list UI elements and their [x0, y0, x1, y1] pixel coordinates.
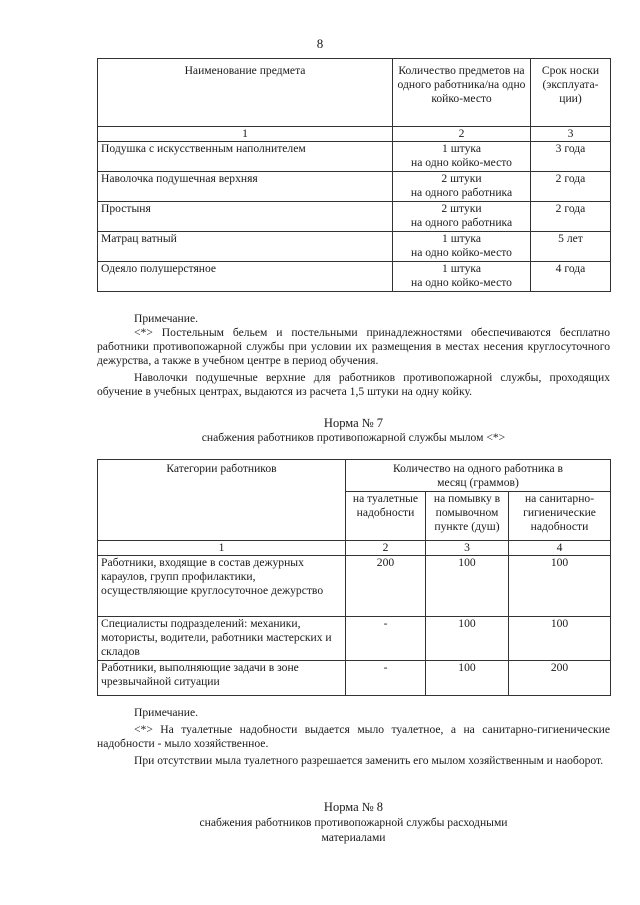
toilet-amount: 200 — [346, 556, 426, 617]
note2-paragraph2: При отсутствии мыла туалетного разрешается заменить его мылом хозяйственным и наоборот. — [134, 754, 604, 767]
quantity-value: 2 штуки — [441, 172, 482, 185]
norm7-title: Норма № 7 — [323, 416, 384, 430]
quantity-note: на одного работника — [410, 216, 513, 229]
item-quantity — [393, 232, 531, 262]
note1-paragraph2: Наволочки подушечные верхние для работников противопожарной службы, проходящих обучение в учебных центрах, выдаются из расчета 1,5 штуки на одну койку. — [97, 371, 610, 398]
quantity-value: 1 штука — [442, 142, 481, 155]
item-name: Матрац ватный — [98, 232, 393, 262]
table-row — [98, 172, 611, 202]
subheader-toilet: на туалетные надобности — [346, 492, 426, 541]
toilet-amount: - — [346, 617, 426, 661]
item-term: 4 года — [531, 262, 611, 292]
item-term: 2 года — [531, 202, 611, 232]
col-number: 2 — [346, 541, 426, 556]
subheader-shower: на помывку в помывочном пункте (душ) — [426, 492, 509, 541]
col-number: 2 — [393, 127, 531, 142]
sanitary-amount: 200 — [509, 661, 611, 696]
norm8-subtitle-line2: материалами — [321, 831, 386, 844]
sanitary-amount: 100 — [509, 556, 611, 617]
col-number: 4 — [509, 541, 611, 556]
table-row — [98, 232, 611, 262]
item-term: 5 лет — [531, 232, 611, 262]
header-quantity: Количество предметов на одного работника/на одно койко-место — [393, 59, 531, 127]
item-name: Простыня — [98, 202, 393, 232]
col-number: 3 — [531, 127, 611, 142]
col-number: 3 — [426, 541, 509, 556]
norm8-title: Норма № 8 — [323, 800, 384, 814]
worker-category: Работники, входящие в состав дежурных караулов, групп профилактики, осуществляющие круглосуточное дежурство — [98, 556, 346, 617]
worker-category: Работники, выполняющие задачи в зоне чрезвычайной ситуации — [98, 661, 346, 696]
item-quantity — [393, 142, 531, 172]
quantity-note: на одно койко-место — [411, 246, 512, 259]
shower-amount: 100 — [426, 617, 509, 661]
shower-amount: 100 — [426, 556, 509, 617]
norm7-subtitle: снабжения работников противопожарной службы мылом <*> — [201, 431, 506, 444]
soap-table — [97, 459, 611, 696]
table-row — [98, 556, 611, 617]
bedding-table — [97, 58, 611, 292]
table-row — [98, 202, 611, 232]
worker-category: Специалисты подразделений: механики, мотористы, водители, работники мастерских и складов — [98, 617, 346, 661]
toilet-amount: - — [346, 661, 426, 696]
item-quantity — [393, 262, 531, 292]
item-quantity — [393, 172, 531, 202]
quantity-note: на одно койко-место — [411, 276, 512, 289]
page-number: 8 — [316, 36, 324, 51]
quantity-note: на одно койко-место — [411, 156, 512, 169]
quantity-value: 2 штуки — [441, 202, 482, 215]
note2 — [97, 706, 610, 768]
norm8-subtitle-line1: снабжения работников противопожарной службы расходными — [199, 816, 508, 829]
header-quantity-per-month: Количество на одного работника в месяц (граммов) — [346, 460, 611, 492]
note1 — [97, 312, 610, 399]
item-term: 3 года — [531, 142, 611, 172]
header-category: Категории работников — [98, 460, 346, 541]
item-term: 2 года — [531, 172, 611, 202]
table-row — [98, 142, 611, 172]
note2-title: Примечание. — [134, 706, 198, 719]
sanitary-amount: 100 — [509, 617, 611, 661]
col-number: 1 — [98, 127, 393, 142]
quantity-value: 1 штука — [442, 262, 481, 275]
table-row — [98, 617, 611, 661]
header-term: Срок носки (эксплуата-ции) — [531, 59, 611, 127]
quantity-note: на одного работника — [410, 186, 513, 199]
col-number: 1 — [98, 541, 346, 556]
item-name: Одеяло полушерстяное — [98, 262, 393, 292]
note1-paragraph1: <*> Постельным бельем и постельными принадлежностями обеспечиваются бесплатно работники противопожарной службы при условии их размещения в местах несения круглосуточного дежурства, а также в учебном центре в период обучения. — [97, 326, 610, 367]
table-row — [98, 262, 611, 292]
subheader-sanitary: на санитарно-гигиенические надобности — [509, 492, 611, 541]
note1-title: Примечание. — [134, 312, 198, 325]
shower-amount: 100 — [426, 661, 509, 696]
table-row — [98, 661, 611, 696]
note2-paragraph1: <*> На туалетные надобности выдается мыло туалетное, а на санитарно-гигиенические надобности - мыло хозяйственное. — [97, 723, 610, 750]
header-item-name: Наименование предмета — [98, 59, 393, 127]
item-name: Подушка с искусственным наполнителем — [98, 142, 393, 172]
item-quantity — [393, 202, 531, 232]
item-name: Наволочка подушечная верхняя — [98, 172, 393, 202]
quantity-value: 1 штука — [442, 232, 481, 245]
